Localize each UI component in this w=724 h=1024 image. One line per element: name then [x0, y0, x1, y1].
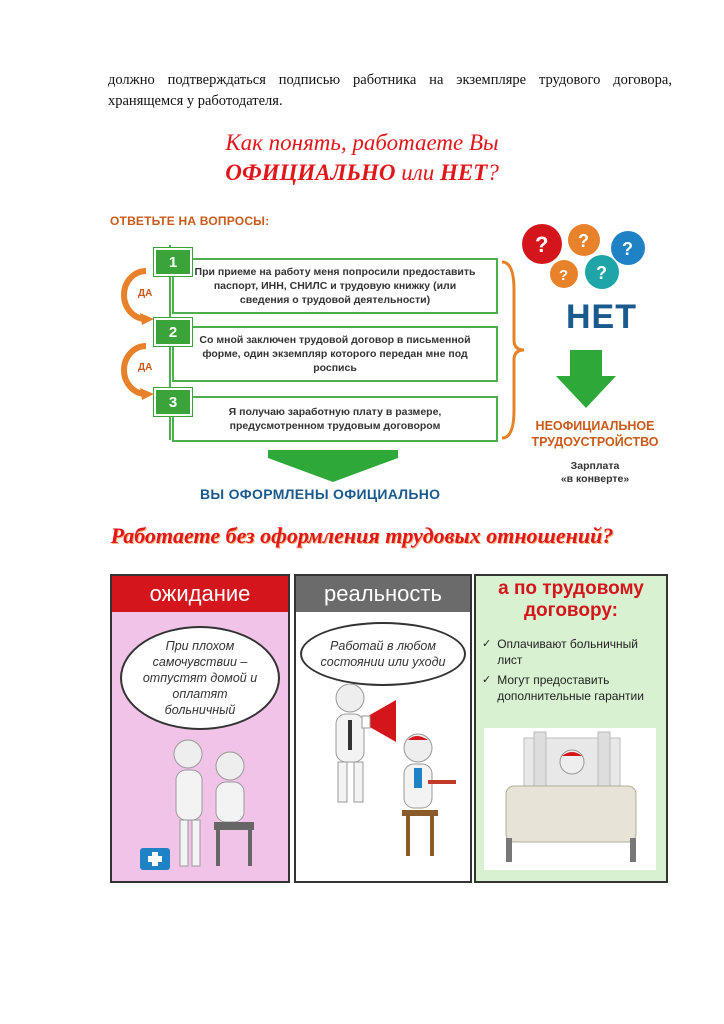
question-number-2: 2: [154, 318, 192, 346]
check-icon: ✓: [482, 674, 492, 686]
official-label: ВЫ ОФОРМЛЕНЫ ОФИЦИАЛЬНО: [200, 486, 441, 502]
question-number-1: 1: [154, 248, 192, 276]
panel-expectation-title: ожидание: [112, 576, 288, 612]
panel-contract: [474, 574, 668, 883]
panel-expectation: [110, 574, 290, 883]
question-text-2: Со мной заключен трудовой договор в письменной форме, один экземпляр которого передан мне под роспись: [199, 334, 471, 374]
heading-qmark: ?: [487, 160, 499, 185]
qmark-3: ?: [622, 239, 633, 259]
question-text-1: При приеме на работу меня попросили предоставить паспорт, ИНН, СНИЛС и трудовую книжку (или сведения о трудовой деятельности): [194, 266, 476, 306]
heading-or: или: [395, 160, 441, 185]
boss-megaphone-illustration: [316, 684, 456, 874]
intro-paragraph: должно подтверждаться подписью работника на экземпляре трудового договора, хранящемся у работодателя.: [108, 72, 672, 109]
check-icon: ✓: [482, 638, 492, 650]
heading-official: ОФИЦИАЛЬНО: [225, 160, 396, 185]
unofficial-label: НЕОФИЦИАЛЬНОЕ ТРУДОУСТРОЙСТВО: [531, 419, 659, 449]
question-box-2: [172, 326, 498, 382]
sick-bed-illustration: [484, 728, 656, 870]
contract-item-2: Могут предоставить дополнительные гарантии: [497, 673, 644, 703]
qmark-4: ?: [559, 267, 569, 284]
arrow-down-green-icon: [268, 450, 398, 482]
panel-reality: [294, 574, 472, 883]
no-label: НЕТ: [566, 298, 637, 336]
doctor-patient-illustration: [134, 736, 274, 876]
list-item: [482, 636, 660, 668]
panel-contract-title: а по трудовому договору:: [498, 578, 644, 621]
yes-label-2: ДА: [138, 362, 153, 373]
contract-item-1: Оплачивают больничный лист: [497, 637, 638, 667]
yes-label-1: ДА: [138, 288, 153, 299]
heading-no: НЕТ: [440, 160, 488, 185]
arrow-down-icon: [556, 350, 616, 408]
salary-label: [540, 460, 650, 486]
heading-line-2: [0, 160, 724, 186]
panel-expectation-bubble: [120, 626, 280, 730]
salary-line-1: Зарплата: [570, 460, 620, 472]
qmark-1: ?: [535, 232, 549, 257]
question-number-3: 3: [154, 388, 192, 416]
list-item: [482, 672, 660, 704]
quiz-title: ОТВЕТЬТЕ НА ВОПРОСЫ:: [110, 214, 270, 228]
qmark-5: ?: [596, 263, 607, 283]
question-text-3: Я получаю заработную плату в размере, предусмотренном трудовым договором: [228, 406, 442, 432]
question-bubbles-icon: [518, 218, 658, 298]
panel-reality-bubble: [300, 622, 466, 686]
expectation-bubble-text: При плохом самочувствии – отпустят домой и оплатят больничный: [142, 639, 258, 717]
reality-bubble-text: Работай в любом состоянии или уходи: [320, 639, 446, 669]
contract-list: [482, 636, 660, 708]
heading-line-1: Как понять, работаете Вы: [225, 130, 499, 155]
panel-reality-title: реальность: [296, 576, 470, 612]
question-box-3: [172, 396, 498, 442]
salary-line-2: «в конверте»: [560, 473, 630, 485]
question-box-1: [172, 258, 498, 314]
qmark-2: ?: [578, 231, 589, 251]
without-title: Работаете без оформления трудовых отношений?: [110, 523, 614, 548]
